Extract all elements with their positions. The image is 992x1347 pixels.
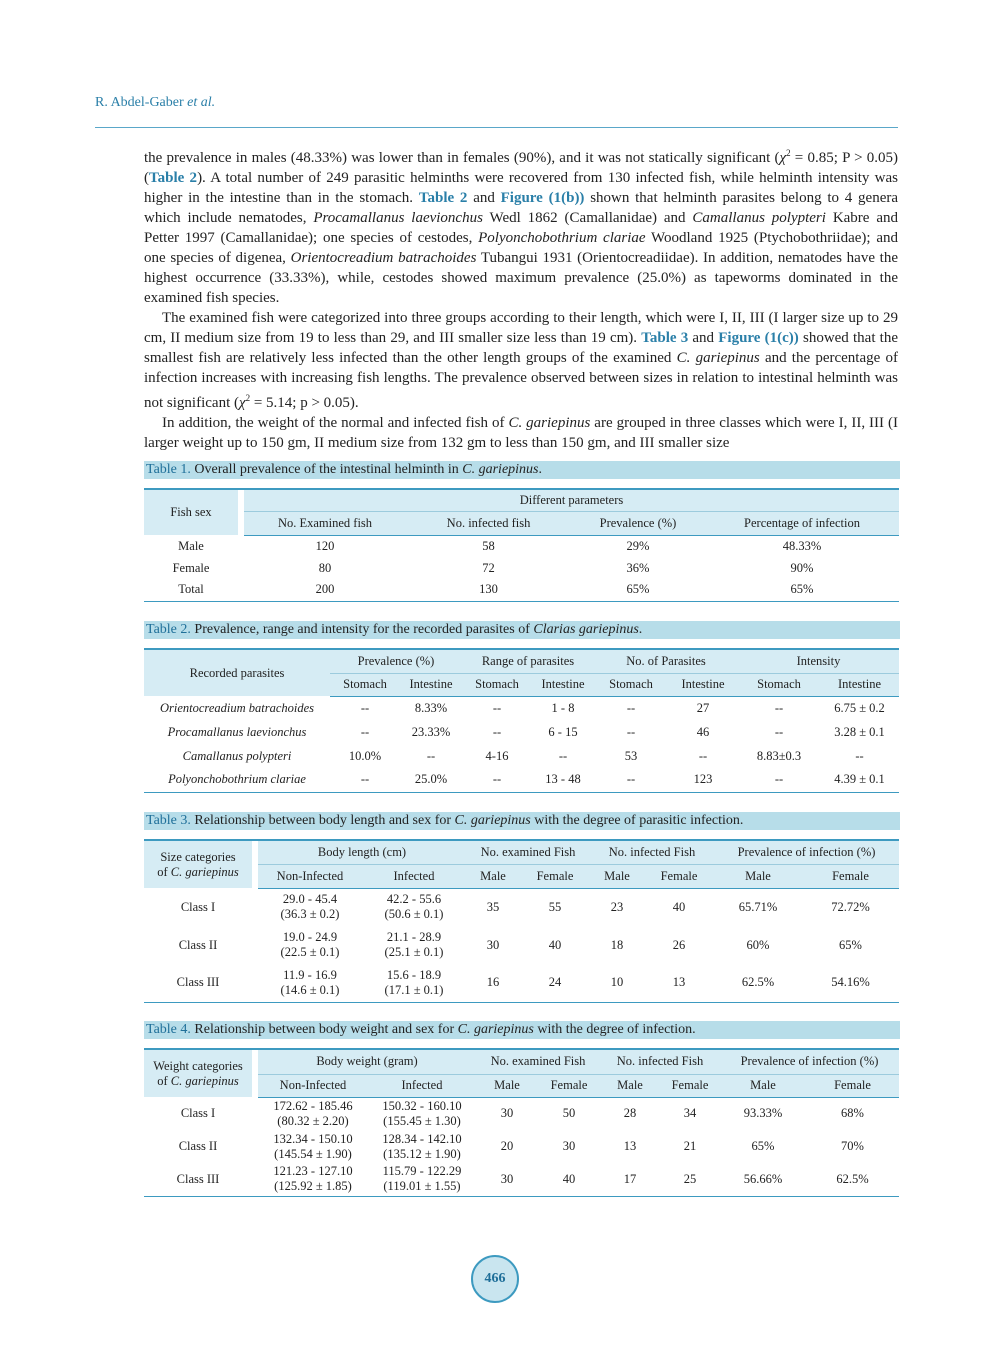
table-1-group-header: Different parameters [244,489,899,511]
table-row: Procamallanus laevionchus -- 23.33% -- 6 - 15 -- 46 -- 3.28 ± 0.1 [167,724,885,739]
author-name: R. Abdel-Gaber [95,95,188,110]
figure-1c-link[interactable]: Figure (1(c)) [718,330,799,346]
paragraph-2: The examined fish were categorized into three groups according to their length, which were I, II, III (I larger size up to 29 cm, II medium size from 19 to less than 29, and III smaller size less than 19 cm). Table 3 and Figure (1(c)) showed that the smallest fish are relatively less infected than the other length groups of the examined C. gariepinus and the percentage of infection increases with increasing fish lengths. The prevalence observed between sizes in relation to intestinal helminth was not significant ($\chi^2 = 5.14$; p > 0.05). [144,310,898,411]
paragraph-3: In addition, the weight of the normal and infected fish of C. gariepinus are grouped in three classes which were I, II, III (I larger weight up to 150 gm, II medium size from 132 gm to less than 150 gm, and III smaller size [144,415,898,451]
table-row: Class II 19.0 - 24.9 (22.5 ± 0.1) 21.1 - 28.9 (25.1 ± 0.1) 30 40 18 26 60% 65% [178,930,862,959]
table-row: Camallanus polypteri 10.0% -- 4-16 -- 53 -- 8.83±0.3 -- [182,748,864,763]
page-number: 466 [471,1255,519,1303]
table-row: Class I 172.62 - 185.46 (80.32 ± 2.20) 150.32 - 160.10 (155.45 ± 1.30) 30 50 28 34 93.33% 68% [180,1098,864,1128]
table-row: Orientocreadium batrachoides -- 8.33% -- 1 - 8 -- 27 -- 6.75 ± 0.2 [159,700,885,715]
author-etal: et al. [187,95,216,110]
paragraph-1: the prevalence in males (48.33%) was lower than in females (90%), and it was not statically significant ($\chi^2 = 0.85$; P > 0.05) (Table 2). A total number of 249 parasitic helminths were recovered from 130 infected fish, while helminth intensity was higher in the intestine than in the stomach. Table 2 and Figure (1(b)) shown that helminth parasites belong to 4 genera which include nematodes, Procamallanus laevionchus Wedl 1862 (Camallanidae) and Camallanus polypteri Kabre and Petter 1997 (Camallanidae); one species of cestodes, Polyonchobothrium clariae Woodland 1925 (Ptychobothriidae); and one species of digenea, Orientocreadium batrachoides Tubangui 1931 (Orientocreadiidae). In addition, nematodes have the highest occurrence (33.33%), while, cestodes showed maximum prevalence (25.0%) as tapeworms dominated in the examined fish species. [144,148,899,306]
table-3-row-header: Size categories of C. gariepinus [144,840,252,888]
table-row: Class III 121.23 - 127.10 (125.92 ± 1.85) 115.79 - 122.29 (119.01 ± 1.55) 30 40 17 25 56.66% 62.5% [144,1163,899,1196]
header-divider [95,127,898,128]
table-2-link[interactable]: Table 2 [149,170,198,186]
table-row: Female 80 72 36% 90% [172,560,814,575]
body-text [144,143,898,453]
table-1: Fish sex Different parameters No. Examined fish No. infected fish Prevalence (%) Percentage of infection Male 120 58 29% 48.33% Female 80 72 36% 90% Total 200 130 65% 65% [144,488,899,602]
table-3-link[interactable]: Table 3 [641,330,689,346]
table-1-row-header: Fish sex [144,489,238,535]
table-3: Size categories of C. gariepinus Body length (cm) No. examined Fish No. infected Fish Prevalence of infection (%) Non-Infected Infected Male Female Male Female Male Female Class I 29.0 - 45.4 (36.3 ± 0.2) 42.2 - 55.6 (50.6 ± 0.1) 35 55 23 40 65.71% 72.72% Class II 19.0 - 24.9 (22.5 ± 0.1) 21.1 - 28.9 (25.1 ± 0.1) 30 40 18 26 60% 65% Class III 11.9 - 16.9 (14.6 ± 0.1) 15.6 - 18.9 (17.1 ± 0.1) 16 24 10 13 62.5% 54.16% [144,839,899,1003]
running-header [95,95,215,111]
table-row: Class III 11.9 - 16.9 (14.6 ± 0.1) 15.6 - 18.9 (17.1 ± 0.1) 16 24 10 13 62.5% 54.16% [144,964,899,1002]
table-1-caption: Table 1. Overall prevalence of the intestinal helminth in C. gariepinus. [144,461,900,479]
table-row: Polyonchobothrium clariae -- 25.0% -- 13 - 48 -- 123 -- 4.39 ± 0.1 [144,768,899,792]
table-2-link[interactable]: Table 2 [418,190,468,206]
table-4-row-header: Weight categories of C. gariepinus [144,1049,252,1097]
table-row: Total 200 130 65% 65% [144,579,899,601]
table-row: Class I 29.0 - 45.4 (36.3 ± 0.2) 42.2 - 55.6 (50.6 ± 0.1) 35 55 23 40 65.71% 72.72% [180,892,870,922]
table-2-row-header: Recorded parasites [144,649,330,696]
table-3-caption: Table 3. Relationship between body length and sex for C. gariepinus with the degree of parasitic infection. [144,812,900,830]
table-2-caption: Table 2. Prevalence, range and intensity for the recorded parasites of Clarias gariepinus. [144,621,900,639]
figure-1b-link[interactable]: Figure (1(b)) [500,190,585,206]
table-row: Male 120 58 29% 48.33% [178,538,822,553]
table-4: Weight categories of C. gariepinus Body weight (gram) No. examined Fish No. infected Fish Prevalence of infection (%) Non-Infected Infected Male Female Male Female Male Female Class I 172.62 - 185.46 (80.32 ± 2.20) 150.32 - 160.10 (155.45 ± 1.30) 30 50 28 34 93.33% 68% Class II 132.34 - 150.10 (145.54 ± 1.90) 128.34 - 142.10 (135.12 ± 1.90) 20 30 13 21 65% 70% Class III 121.23 - 127.10 (125.92 ± 1.85) 115.79 - 122.29 (119.01 ± 1.55) 30 40 17 25 56.66% 62.5% [144,1048,899,1197]
table-row: Class II 132.34 - 150.10 (145.54 ± 1.90) 128.34 - 142.10 (135.12 ± 1.90) 20 30 13 21 65% 70% [178,1131,864,1161]
table-4-caption: Table 4. Relationship between body weight and sex for C. gariepinus with the degree of infection. [144,1021,900,1039]
table-2: Recorded parasites Prevalence (%) Range of parasites No. of Parasites Intensity Stomach Intestine Stomach Intestine Stomach Intestine Stomach Intestine Orientocreadium batrachoides -- 8.33% -- 1 - 8 -- 27 -- 6.75 ± 0.2 Procamallanus laevionchus -- 23.33% -- 6 - 15 -- 46 -- 3.28 ± 0.1 Camallanus polypteri 10.0% -- 4-16 -- 53 -- 8.83±0.3 -- Polyonchobothrium clariae -- 25.0% -- 13 - 48 -- 123 -- 4.39 ± 0.1 [144,648,899,793]
